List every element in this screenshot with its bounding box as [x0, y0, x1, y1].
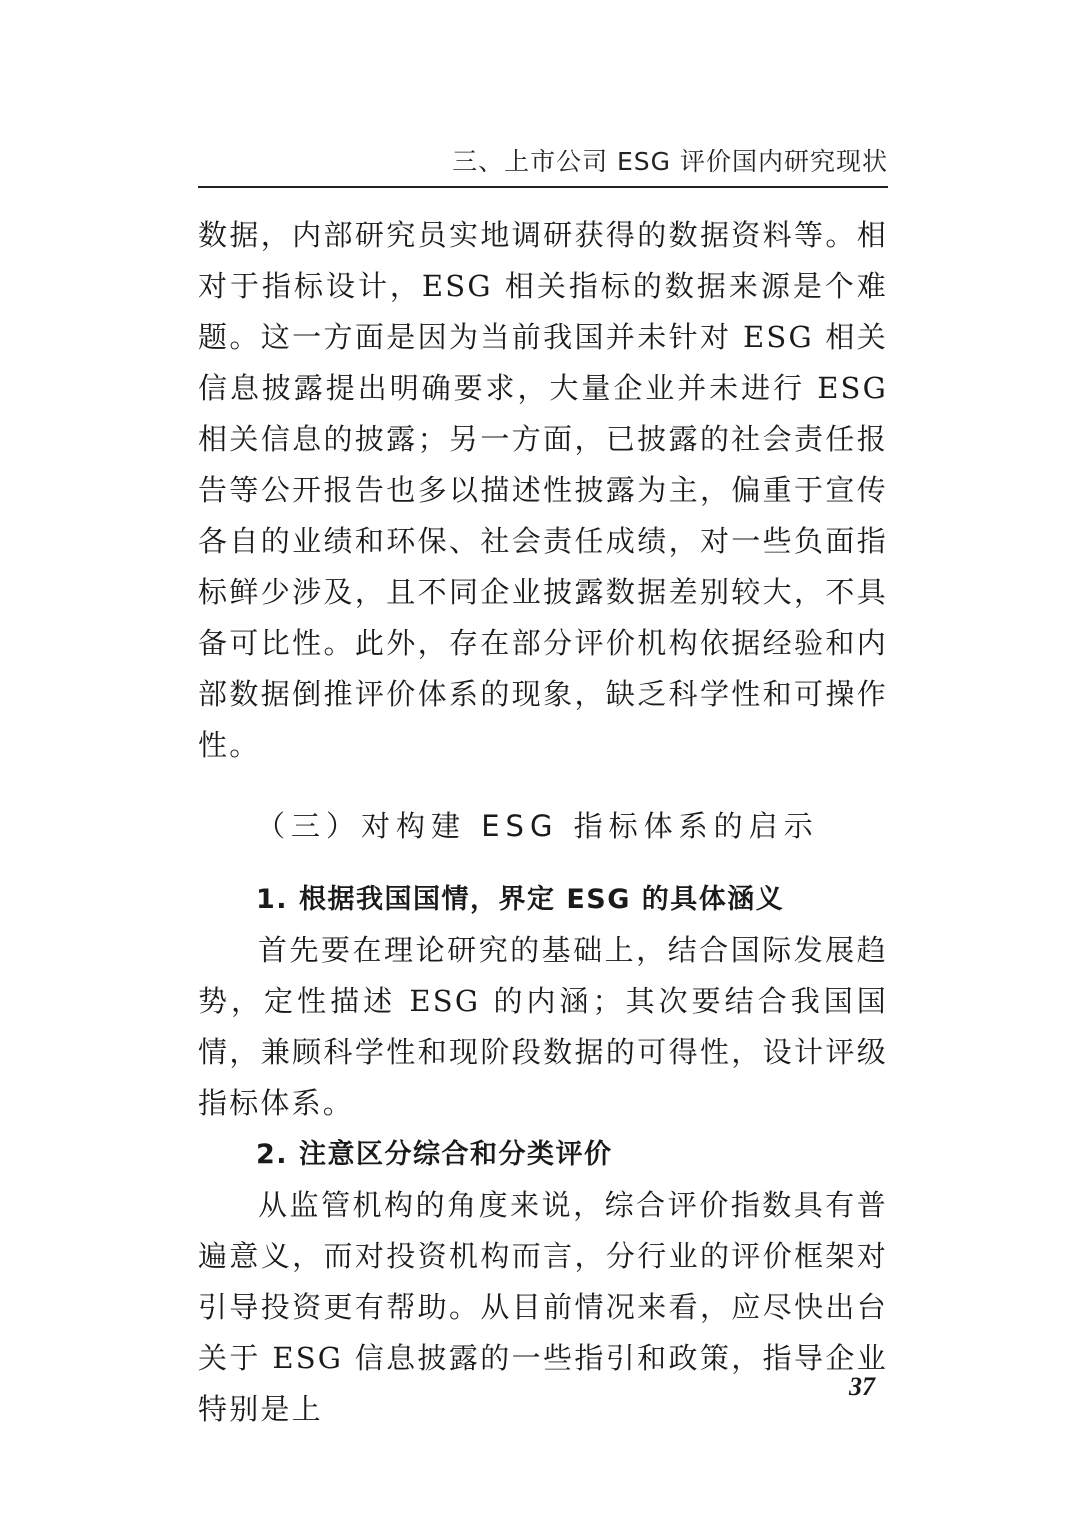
running-header-title: 三、上市公司 ESG 评价国内研究现状 — [452, 147, 888, 176]
paragraph-intro: 数据，内部研究员实地调研获得的数据资料等。相对于指标设计，ESG 相关指标的数据来源是个难题。这一方面是因为当前我国并未针对 ESG 相关信息披露提出明确要求，大量企业并未进行 ESG 相关信息的披露；另一方面，已披露的社会责任报告等公开报告也多以描述性披露为主，偏重于宣传各自的业绩和环保、社会责任成绩，对一些负面指标鲜少涉及，且不同企业披露数据差别较大，不具备可比性。此外，存在部分评价机构依据经验和内部数据倒推评价体系的现象，缺乏科学性和可操作性。 — [198, 218, 888, 762]
page-number: 37 — [849, 1372, 875, 1401]
paragraph-subsection-2: 从监管机构的角度来说，综合评价指数具有普遍意义，而对投资机构而言，分行业的评价框架对引导投资更有帮助。从目前情况来看，应尽快出台关于 ESG 信息披露的一些指引和政策，指导企业特别是上 — [198, 1188, 888, 1426]
paragraph-subsection-1: 首先要在理论研究的基础上，结合国际发展趋势，定性描述 ESG 的内涵；其次要结合我国国情，兼顾科学性和现阶段数据的可得性，设计评级指标体系。 — [198, 933, 888, 1120]
subsection-heading-2: 2. 注意区分综合和分类评价 — [256, 1139, 613, 1170]
subsection-heading-1: 1. 根据我国国情，界定 ESG 的具体涵义 — [256, 884, 785, 915]
page-body — [198, 210, 888, 1435]
header-rule — [198, 186, 888, 188]
section-heading: （三）对构建 ESG 指标体系的启示 — [256, 809, 819, 843]
